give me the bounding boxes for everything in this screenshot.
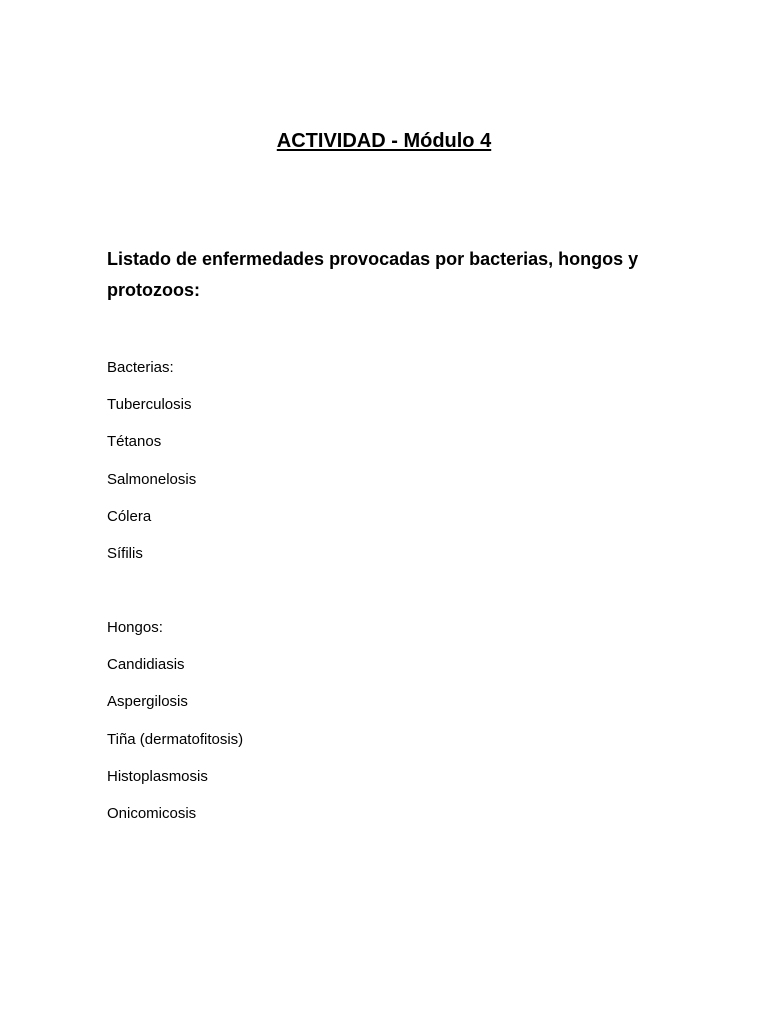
list-item: Candidiasis: [107, 656, 185, 674]
list-item: Histoplasmosis: [107, 767, 208, 785]
document-title-text: ACTIVIDAD - Módulo 4: [276, 130, 492, 152]
document-title: [0, 128, 768, 154]
section-heading-hongos: Hongos:: [107, 619, 163, 636]
list-item: Aspergilosis: [107, 693, 188, 711]
disease-list-hongos: [107, 654, 243, 840]
list-item: Tiña (dermatofitosis): [107, 730, 244, 748]
document-subtitle: Listado de enfermedades provocadas por bacterias, hongos y protozoos:: [107, 249, 639, 300]
list-item: Onicomicosis: [107, 804, 197, 822]
section-heading-bacterias: Bacterias:: [107, 359, 174, 376]
list-item: Cólera: [107, 507, 152, 525]
list-item: Tétanos: [107, 433, 162, 451]
list-item: Sífilis: [107, 544, 143, 562]
disease-list-bacterias: [107, 394, 196, 580]
section-bacterias: [107, 357, 196, 580]
section-hongos: [107, 617, 243, 840]
list-item: Salmonelosis: [107, 470, 197, 488]
list-item: Tuberculosis: [107, 396, 192, 414]
